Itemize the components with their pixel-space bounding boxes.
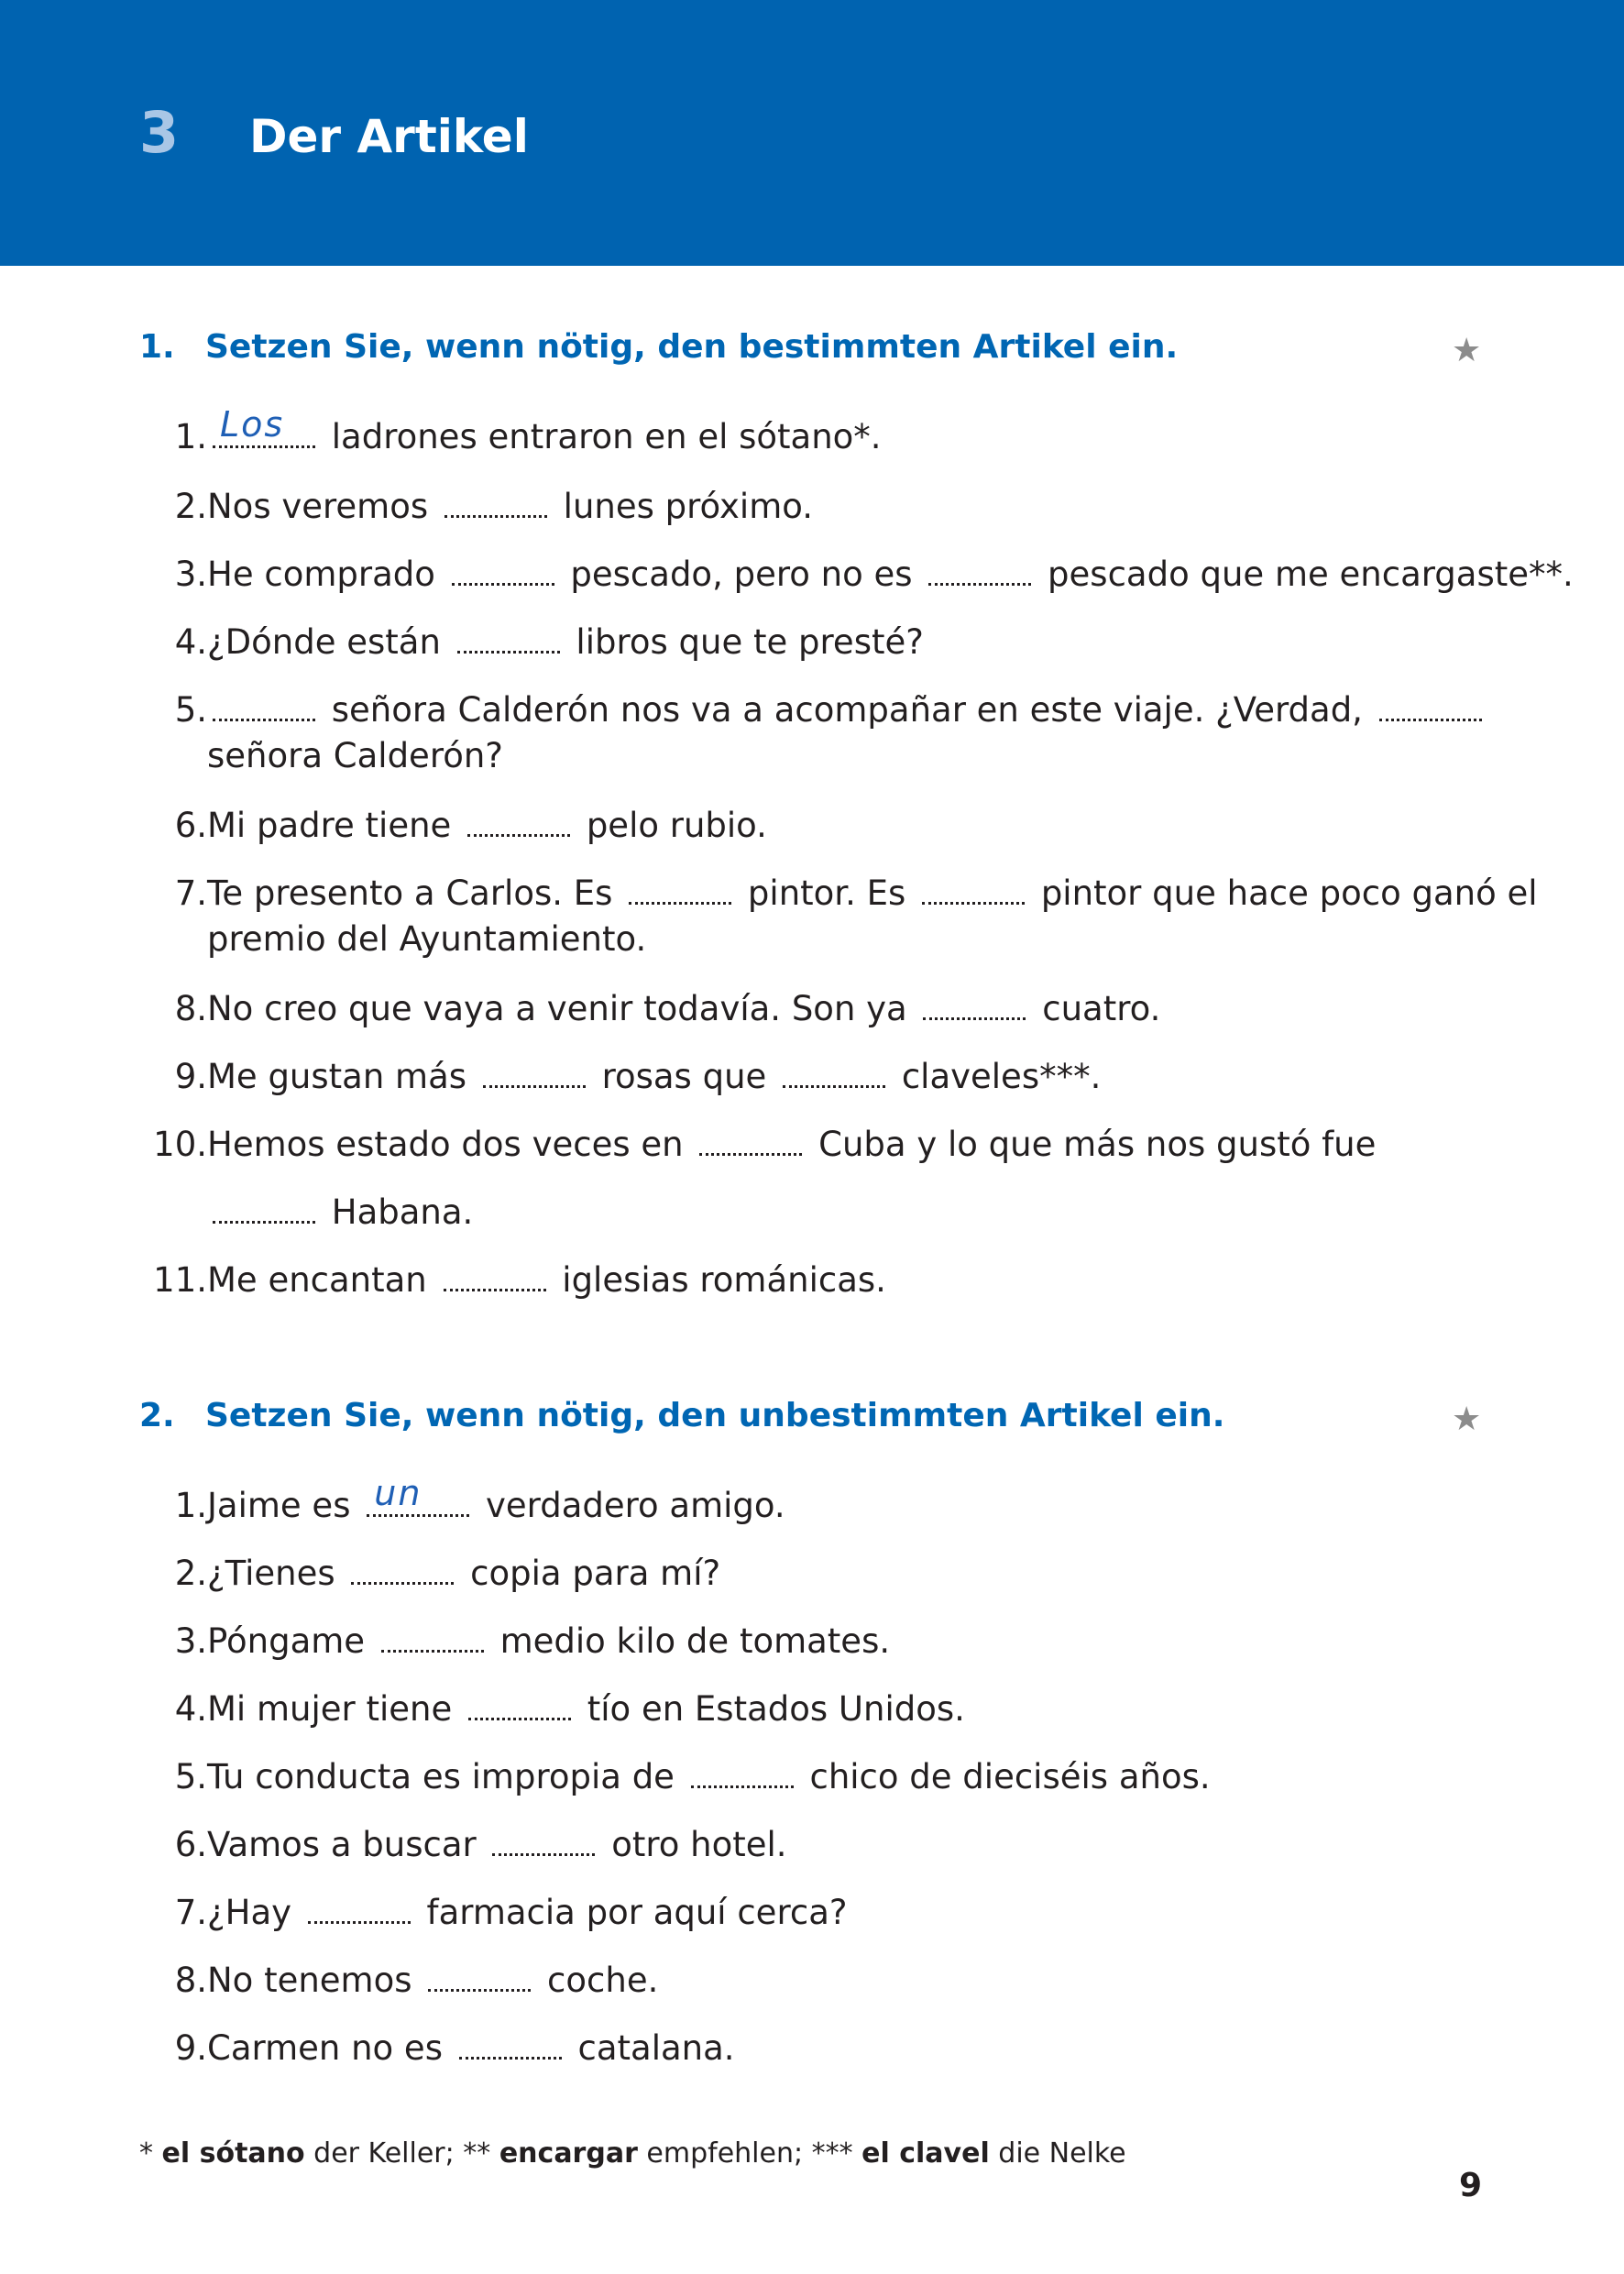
exercise-item	[128, 1551, 1503, 1597]
page-number: 9	[1459, 2167, 1483, 2204]
item-sentence	[207, 871, 1538, 917]
sentence-fragment: pelo rubio.	[576, 806, 767, 845]
sentence-fragment: coche.	[536, 1961, 659, 2000]
difficulty-star-icon: ★	[1452, 1401, 1482, 1438]
item-sentence	[207, 552, 1574, 598]
item-number: 2.	[174, 487, 207, 526]
answer-blank[interactable]	[467, 803, 570, 837]
item-sentence	[207, 1822, 787, 1868]
sentence-fragment: verdadero amigo.	[475, 1486, 785, 1525]
item-number: 9.	[174, 1057, 207, 1096]
exercise-item	[128, 1258, 1503, 1303]
sentence-fragment: pescado que me encargaste**.	[1037, 555, 1574, 594]
exercise-item	[128, 404, 1503, 460]
item-sentence	[207, 1190, 473, 1236]
chapter-header	[0, 0, 1624, 266]
item-number: 7.	[174, 873, 207, 913]
footnote-text: *	[139, 2137, 162, 2170]
item-number: 7.	[174, 1893, 207, 1932]
item-sentence	[207, 1958, 658, 2004]
footnote-text: die Nelke	[989, 2137, 1126, 2170]
item-sentence	[207, 404, 882, 460]
item-sentence	[207, 1551, 720, 1597]
item-number: 5.	[174, 1757, 207, 1796]
answer-blank[interactable]	[213, 1190, 315, 1224]
answer-blank[interactable]	[691, 1754, 794, 1788]
item-sentence	[207, 1619, 890, 1664]
answer-blank[interactable]	[483, 1054, 586, 1088]
sentence-fragment: Mi mujer tiene	[207, 1689, 463, 1729]
chapter-number: 3	[139, 99, 180, 166]
answer-blank[interactable]	[428, 1958, 531, 1992]
exercise-item	[128, 620, 1503, 665]
sentence-fragment: catalana.	[566, 2028, 735, 2068]
item-number: 4.	[174, 1689, 207, 1729]
exercise-item	[128, 1958, 1503, 2004]
item-sentence	[207, 1258, 886, 1303]
sentence-fragment: otro hotel.	[600, 1825, 787, 1864]
item-sentence	[207, 986, 1160, 1032]
item-sentence	[207, 1754, 1211, 1800]
sentence-fragment: medio kilo de tomates.	[488, 1621, 891, 1661]
footnote-term: el sótano	[161, 2137, 305, 2170]
item-number: 1.	[174, 1486, 207, 1525]
answer-blank[interactable]	[699, 1122, 802, 1156]
chapter-title: Der Artikel	[249, 110, 529, 163]
sentence-fragment: cuatro.	[1031, 989, 1161, 1028]
sentence-fragment: Tu conducta es impropia de	[207, 1757, 686, 1796]
answer-blank[interactable]	[783, 1054, 885, 1088]
exercise-item	[128, 986, 1503, 1032]
answer-blank[interactable]	[1379, 687, 1482, 721]
exercise-1-number: 1.	[139, 328, 175, 366]
item-number: 8.	[174, 989, 207, 1028]
item-sentence	[207, 803, 767, 849]
answer-blank[interactable]	[468, 1686, 571, 1720]
item-number: 6.	[174, 806, 207, 845]
item-sentence	[207, 484, 813, 530]
item-number: 8.	[174, 1961, 207, 2000]
item-sentence	[207, 687, 1487, 733]
sentence-fragment: No creo que vaya a venir todavía. Son ya	[207, 989, 918, 1028]
handwritten-answer: un	[374, 1473, 422, 1513]
item-number: 4.	[174, 622, 207, 662]
sentence-continuation: premio del Ayuntamiento.	[207, 919, 647, 959]
exercise-item	[128, 1190, 1503, 1236]
sentence-fragment: Te presento a Carlos. Es	[207, 873, 624, 913]
exercise-item	[128, 1122, 1503, 1168]
item-number: 10.	[153, 1125, 207, 1164]
sentence-fragment: Cuba y lo que más nos gustó fue	[807, 1125, 1377, 1164]
item-number: 9.	[174, 2028, 207, 2068]
answer-blank[interactable]	[922, 871, 1025, 905]
item-sentence	[207, 620, 924, 665]
exercise-1-title: Setzen Sie, wenn nötig, den bestimmten Artikel ein.	[205, 328, 1179, 366]
sentence-continuation: señora Calderón?	[207, 736, 503, 775]
item-sentence	[207, 1473, 785, 1529]
item-number: 1.	[174, 417, 207, 456]
exercise-item	[128, 1822, 1503, 1868]
sentence-fragment: Nos veremos	[207, 487, 439, 526]
answer-blank[interactable]	[308, 1890, 411, 1924]
sentence-fragment: No tenemos	[207, 1961, 423, 2000]
exercise-item	[128, 1473, 1503, 1529]
exercise-item	[128, 1890, 1503, 1936]
sentence-fragment: Póngame	[207, 1621, 376, 1661]
exercise-item	[128, 1619, 1503, 1664]
sentence-fragment: iglesias románicas.	[551, 1260, 886, 1300]
exercise-item	[128, 687, 1503, 775]
difficulty-star-icon: ★	[1452, 332, 1482, 369]
sentence-fragment: pintor. Es	[737, 873, 917, 913]
exercise-2-number: 2.	[139, 1397, 175, 1434]
sentence-fragment: pescado, pero no es	[559, 555, 924, 594]
exercise-item	[128, 1754, 1503, 1800]
item-sentence	[207, 1122, 1376, 1168]
sentence-fragment: farmacia por aquí cerca?	[415, 1893, 848, 1932]
exercise-item	[128, 484, 1503, 530]
sentence-fragment: ¿Tienes	[207, 1554, 346, 1593]
footnote-text: empfehlen; ***	[637, 2137, 862, 2170]
sentence-fragment: ¿Dónde están	[207, 622, 452, 662]
answer-blank[interactable]	[381, 1619, 484, 1653]
item-number: 3.	[174, 555, 207, 594]
sentence-fragment: Jaime es	[207, 1486, 362, 1525]
sentence-fragment: Hemos estado dos veces en	[207, 1125, 695, 1164]
answer-blank[interactable]	[213, 687, 315, 721]
answer-blank[interactable]	[492, 1822, 595, 1856]
item-number: 11.	[153, 1260, 207, 1300]
answer-blank[interactable]	[923, 986, 1026, 1020]
exercise-item	[128, 871, 1538, 959]
footnote-term: encargar	[499, 2137, 638, 2170]
sentence-fragment: claveles***.	[891, 1057, 1102, 1096]
answer-blank[interactable]	[367, 1473, 469, 1517]
sentence-fragment: tío en Estados Unidos.	[576, 1689, 965, 1729]
answer-blank[interactable]	[629, 871, 731, 905]
sentence-fragment: ladrones entraron en el sótano*.	[321, 417, 882, 456]
sentence-fragment: rosas que	[590, 1057, 778, 1096]
item-sentence	[207, 1054, 1101, 1100]
sentence-fragment: pintor que hace poco ganó el	[1030, 873, 1538, 913]
sentence-fragment: He comprado	[207, 555, 446, 594]
exercise-item	[128, 1686, 1503, 1732]
exercise-item	[128, 1054, 1503, 1100]
item-number: 6.	[174, 1825, 207, 1864]
sentence-fragment: Habana.	[321, 1192, 474, 1232]
sentence-fragment: copia para mí?	[459, 1554, 721, 1593]
sentence-fragment: Me encantan	[207, 1260, 438, 1300]
answer-blank[interactable]	[459, 2026, 562, 2060]
sentence-fragment: Me gustan más	[207, 1057, 477, 1096]
answer-blank[interactable]	[351, 1551, 454, 1585]
answer-blank[interactable]	[213, 404, 315, 448]
exercise-item	[128, 552, 1574, 598]
sentence-fragment: Carmen no es	[207, 2028, 454, 2068]
sentence-fragment: lunes próximo.	[552, 487, 814, 526]
item-sentence	[207, 2026, 735, 2071]
exercise-2-title: Setzen Sie, wenn nötig, den unbestimmten Artikel ein.	[205, 1397, 1225, 1434]
answer-blank[interactable]	[444, 484, 547, 518]
footnote-text: der Keller; **	[304, 2137, 499, 2170]
sentence-fragment: Vamos a buscar	[207, 1825, 488, 1864]
answer-blank[interactable]	[444, 1258, 546, 1291]
item-number: 3.	[174, 1621, 207, 1661]
answer-blank[interactable]	[452, 552, 554, 586]
sentence-fragment: señora Calderón nos va a acompañar en este viaje. ¿Verdad,	[321, 690, 1374, 730]
sentence-fragment: libros que te presté?	[565, 622, 924, 662]
exercise-item	[128, 803, 1503, 849]
exercise-1-heading	[139, 328, 1178, 366]
exercise-item	[128, 2026, 1503, 2071]
sentence-fragment: ¿Hay	[207, 1893, 302, 1932]
footnote-term: el clavel	[861, 2137, 990, 2170]
answer-blank[interactable]	[928, 552, 1031, 586]
exercise-2-heading	[139, 1397, 1224, 1434]
sentence-fragment: chico de dieciséis años.	[798, 1757, 1211, 1796]
item-number: 2.	[174, 1554, 207, 1593]
sentence-fragment: Mi padre tiene	[207, 806, 463, 845]
handwritten-answer: Los	[220, 404, 285, 445]
item-sentence	[207, 1686, 965, 1732]
item-sentence	[207, 1890, 848, 1936]
item-number: 5.	[174, 690, 207, 730]
footnote	[139, 2137, 1126, 2170]
answer-blank[interactable]	[457, 620, 560, 654]
